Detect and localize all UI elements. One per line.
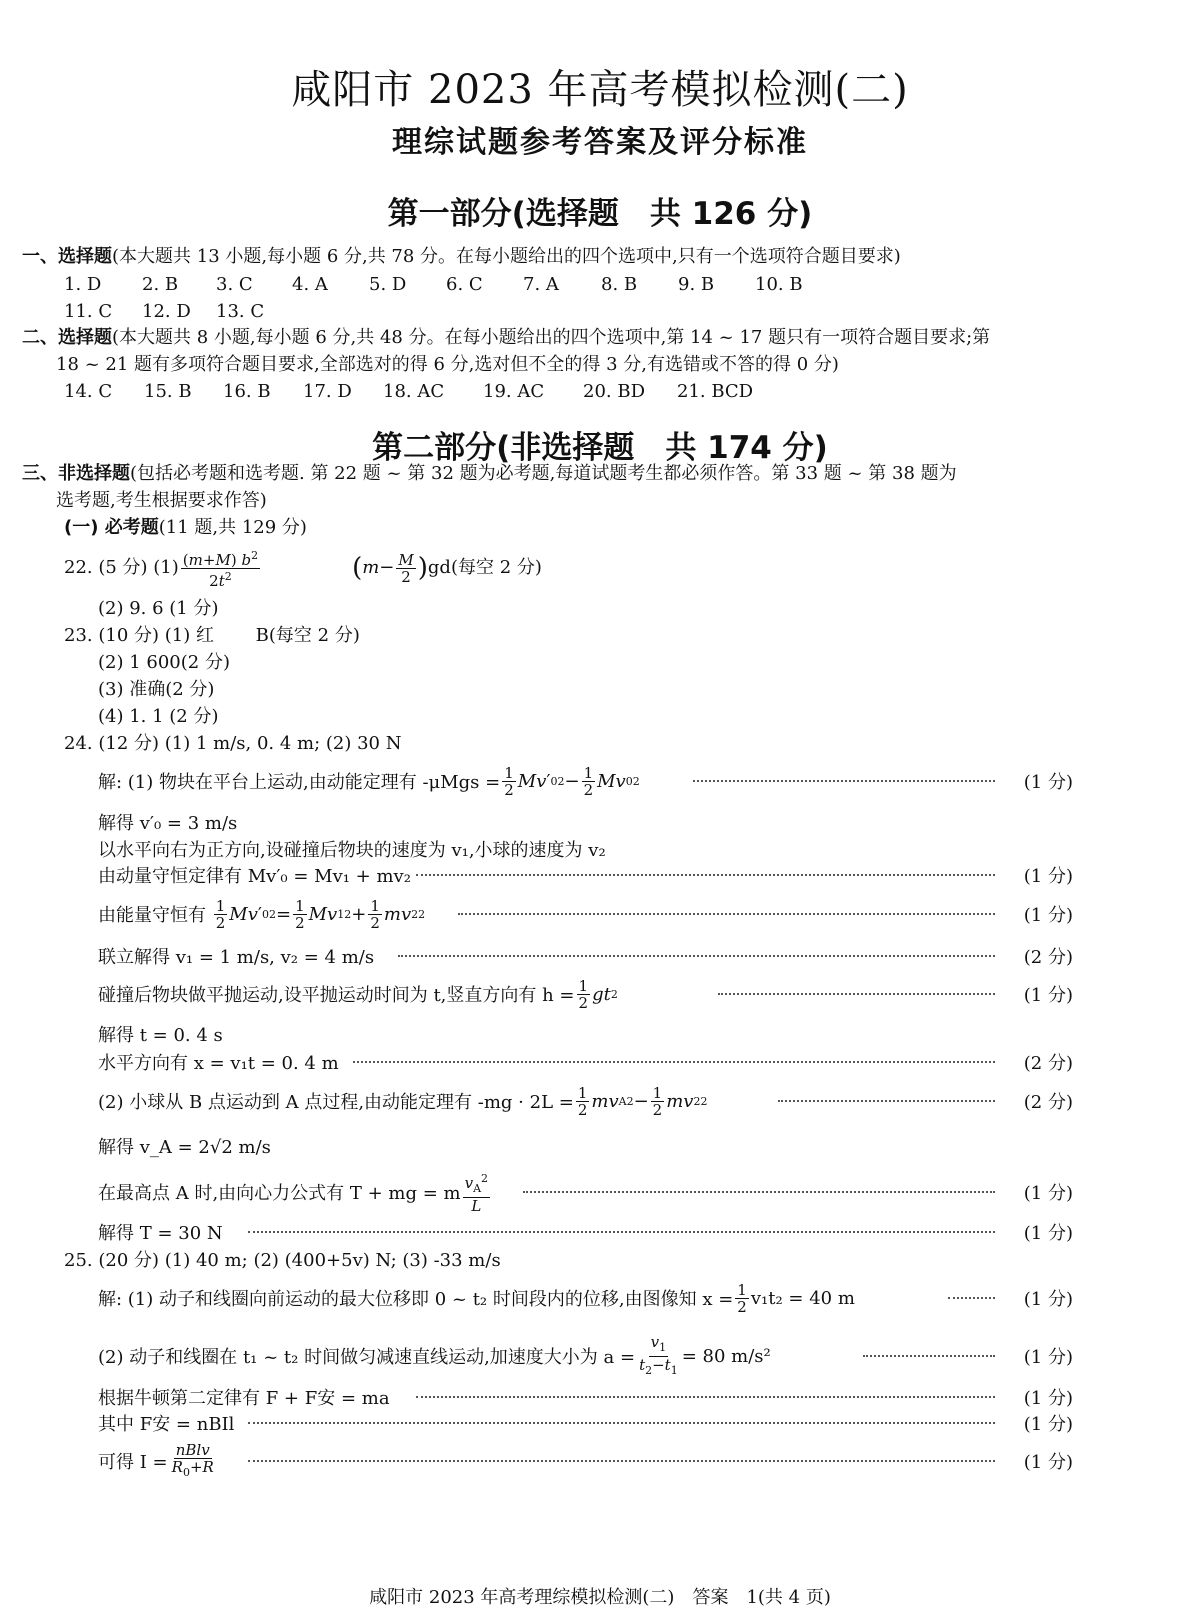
q22-fraction: $\frac{(m+M) b^2}{2t^2}$ bbox=[182, 548, 259, 590]
points-label: (1 分) bbox=[1023, 905, 1073, 926]
q24-heading: 24. (12 分) (1) 1 m/s, 0. 4 m; (2) 30 N bbox=[64, 733, 402, 754]
points-label: (1 分) bbox=[1023, 1452, 1073, 1473]
answers1-row2 bbox=[64, 301, 264, 323]
leader-dots bbox=[693, 772, 995, 782]
q22-line: 22. (5 分) (1) $\frac{(m+M) b^2}{2t^2}$ ( m − $\frac{M}{2}$ ) gd(每空 2 分) bbox=[64, 548, 542, 590]
answer-11: 11. C bbox=[64, 301, 113, 322]
points-label: (1 分) bbox=[1023, 985, 1073, 1006]
q25-ampere-text: 其中 F安 = nBIl bbox=[98, 1414, 235, 1435]
q24-top: 在最高点 A 时,由向心力公式有 T + mg = m $\frac{v_A^2}{L}$ (1 分) bbox=[98, 1171, 1073, 1215]
points-label: (1 分) bbox=[1023, 772, 1073, 793]
answer-6: 6. C bbox=[446, 274, 483, 295]
page-subtitle: 理综试题参考答案及评分标准 bbox=[392, 125, 808, 160]
points-label: (1 分) bbox=[1023, 866, 1073, 887]
points-label: (1 分) bbox=[1023, 1223, 1073, 1244]
required-desc: (11 题,共 129 分) bbox=[158, 517, 307, 538]
points-label: (2 分) bbox=[1023, 1053, 1073, 1074]
answer-17: 17. D bbox=[303, 381, 352, 402]
leader-dots bbox=[416, 1388, 995, 1398]
answer-12: 12. D bbox=[142, 301, 191, 322]
points-label: (1 分) bbox=[1023, 1183, 1073, 1204]
answer-18: 18. AC bbox=[383, 381, 445, 402]
q24-t: 解得 t = 0. 4 s bbox=[98, 1025, 223, 1046]
q25-step2-text: (2) 动子和线圈在 t₁ ~ t₂ 时间做匀减速直线运动,加速度大小为 a = bbox=[98, 1347, 636, 1368]
section2-line1 bbox=[22, 327, 990, 349]
section3-line1 bbox=[22, 463, 957, 485]
q24-projectile-text: 碰撞后物块做平抛运动,设平抛运动时间为 t,竖直方向有 h = bbox=[98, 985, 575, 1006]
section1-line bbox=[22, 246, 901, 268]
points-label: (1 分) bbox=[1023, 1414, 1073, 1435]
section2-lead: 二、选择题 bbox=[22, 327, 112, 348]
q24-energy: 由能量守恒有 $\frac{1}{2}$ Mv ′ 0 2 = $\frac{1}{2}$ Mv 1 2 + $\frac{1}{2}$ mv 2 2 (1 分) bbox=[98, 896, 1073, 932]
answer-15: 15. B bbox=[144, 381, 192, 402]
q24-direction: 以水平向右为正方向,设碰撞后物块的速度为 v₁,小球的速度为 v₂ bbox=[98, 840, 606, 861]
leader-dots bbox=[948, 1289, 995, 1299]
q24-T bbox=[98, 1215, 1073, 1249]
q24-top-text: 在最高点 A 时,由向心力公式有 T + mg = m bbox=[98, 1183, 461, 1204]
q22-prefix: 22. (5 分) (1) bbox=[64, 557, 179, 578]
q24-projectile: 碰撞后物块做平抛运动,设平抛运动时间为 t,竖直方向有 h = $\frac{1}{2}$ gt 2 (1 分) bbox=[98, 976, 1073, 1012]
q24-solve-text: 联立解得 v₁ = 1 m/s, v₂ = 4 m/s bbox=[98, 947, 375, 968]
q25-step1-tail: v₁t₂ = 40 m bbox=[750, 1287, 855, 1309]
answer-10: 10. B bbox=[755, 274, 803, 295]
page-footer: 咸阳市 2023 年高考理综模拟检测(二) 答案 1(共 4 页) bbox=[369, 1587, 831, 1608]
q24-step1: 解: (1) 物块在平台上运动,由动能定理有 -μMgs = $\frac{1}{2}$ Mv ′ 0 2 − $\frac{1}{2}$ Mv 0 2 (1 分) bbox=[98, 763, 1073, 799]
leader-dots bbox=[248, 1223, 995, 1233]
points-label: (1 分) bbox=[1023, 1289, 1073, 1310]
required-label: (一) 必考题 bbox=[64, 517, 159, 538]
q24-step2-text: (2) 小球从 B 点运动到 A 点过程,由动能定理有 -mg · 2L = bbox=[98, 1092, 574, 1113]
answer-13: 13. C bbox=[216, 301, 265, 322]
q24-x-text: 水平方向有 x = v₁t = 0. 4 m bbox=[98, 1053, 339, 1074]
points-label: (1 分) bbox=[1023, 1347, 1073, 1368]
section1-lead: 一、选择题 bbox=[22, 246, 112, 267]
q25-step1: 解: (1) 动子和线圈向前运动的最大位移即 0 ~ t₂ 时间段内的位移,由图像知 x = $\frac{1}{2}$ v₁t₂ = 40 m (1 分) bbox=[98, 1280, 1073, 1316]
answer-4: 4. A bbox=[292, 274, 328, 295]
leader-dots bbox=[416, 866, 995, 876]
answer-3: 3. C bbox=[216, 274, 253, 295]
answers2-row bbox=[64, 381, 753, 403]
section3-desc2: 选考题,考生根据要求作答) bbox=[56, 490, 267, 511]
answer-2: 2. B bbox=[142, 274, 179, 295]
leader-dots bbox=[863, 1347, 995, 1357]
leader-dots bbox=[248, 1452, 995, 1462]
q23-part1: 23. (10 分) (1) 红 B(每空 2 分) bbox=[64, 625, 360, 646]
q22-part2: (2) 9. 6 (1 分) bbox=[98, 598, 219, 619]
answer-14: 14. C bbox=[64, 381, 113, 402]
q25-step2: (2) 动子和线圈在 t₁ ~ t₂ 时间做匀减速直线运动,加速度大小为 a = $\frac{v_1}{t_2-t_1}$ = 80 m/s² (1 分) bbox=[98, 1332, 1073, 1377]
q24-v0: 解得 v′₀ = 3 m/s bbox=[98, 813, 238, 834]
points-label: (2 分) bbox=[1023, 1092, 1073, 1113]
leader-dots bbox=[458, 905, 995, 915]
leader-dots bbox=[523, 1183, 995, 1193]
answer-5: 5. D bbox=[369, 274, 407, 295]
q25-current: 可得 I = $\frac{\text{nBlv}}{R_0+R}$ (1 分) bbox=[98, 1440, 1073, 1479]
answer-19: 19. AC bbox=[483, 381, 545, 402]
answer-16: 16. B bbox=[223, 381, 271, 402]
section2-desc1: (本大题共 8 小题,每小题 6 分,共 48 分。在每小题给出的四个选项中,第 14 ~ 17 题只有一项符合题目要求;第 bbox=[112, 327, 991, 348]
q25-heading: 25. (20 分) (1) 40 m; (2) (400+5v) N; (3) -33 m/s bbox=[64, 1250, 501, 1271]
answer-1: 1. D bbox=[64, 274, 102, 295]
leader-dots bbox=[718, 985, 995, 995]
q24-x bbox=[98, 1045, 1073, 1079]
leader-dots bbox=[353, 1053, 995, 1063]
answer-7: 7. A bbox=[523, 274, 559, 295]
part1-heading: 第一部分(选择题 共 126 分) bbox=[387, 196, 813, 232]
required-line bbox=[64, 517, 307, 539]
q25-step2-tail: = 80 m/s² bbox=[681, 1345, 771, 1367]
leader-dots bbox=[248, 1414, 995, 1424]
answer-9: 9. B bbox=[678, 274, 715, 295]
q22-suffix: gd(每空 2 分) bbox=[427, 557, 542, 578]
q25-newton-text: 根据牛顿第二定律有 F + F安 = ma bbox=[98, 1388, 390, 1409]
points-label: (2 分) bbox=[1023, 947, 1073, 968]
page-title: 咸阳市 2023 年高考模拟检测(二) bbox=[291, 67, 909, 113]
section3-lead: 三、非选择题 bbox=[22, 463, 130, 484]
part2-heading: 第二部分(非选择题 共 174 分) bbox=[372, 430, 828, 466]
points-label: (1 分) bbox=[1023, 1388, 1073, 1409]
section3-desc1: (包括必考题和选考题. 第 22 题 ~ 第 32 题为必考题,每道试题考生都必须作答。第 33 题 ~ 第 38 题为 bbox=[130, 463, 957, 484]
leader-dots bbox=[398, 947, 995, 957]
q23-part2: (2) 1 600(2 分) bbox=[98, 652, 230, 673]
q24-solve bbox=[98, 939, 1073, 973]
answers1-row1 bbox=[64, 274, 803, 296]
q23-part3: (3) 准确(2 分) bbox=[98, 679, 215, 700]
section2-desc2: 18 ~ 21 题有多项符合题目要求,全部选对的得 6 分,选对但不全的得 3 分,有选错或不答的得 0 分) bbox=[56, 354, 839, 375]
section1-desc: (本大题共 13 小题,每小题 6 分,共 78 分。在每小题给出的四个选项中,只有一个选项符合题目要求) bbox=[112, 246, 901, 267]
q24-va: 解得 v_A = 2√2 m/s bbox=[98, 1137, 271, 1158]
answer-21: 21. BCD bbox=[677, 381, 754, 402]
answer-8: 8. B bbox=[601, 274, 638, 295]
q25-current-text: 可得 I = bbox=[98, 1452, 168, 1473]
q24-step1-text: 解: (1) 物块在平台上运动,由动能定理有 -μMgs = bbox=[98, 772, 501, 793]
q23-part4: (4) 1. 1 (2 分) bbox=[98, 706, 219, 727]
q24-energy-text: 由能量守恒有 bbox=[98, 905, 206, 926]
q24-momentum-text: 由动量守恒定律有 Mv′₀ = Mv₁ + mv₂ bbox=[98, 866, 411, 887]
leader-dots bbox=[778, 1092, 995, 1102]
q25-step1-text: 解: (1) 动子和线圈向前运动的最大位移即 0 ~ t₂ 时间段内的位移,由图像知 x = bbox=[98, 1289, 734, 1310]
q24-T-text: 解得 T = 30 N bbox=[98, 1223, 223, 1244]
q24-momentum bbox=[98, 858, 1073, 892]
answer-20: 20. BD bbox=[583, 381, 646, 402]
q25-ampere bbox=[98, 1406, 1073, 1440]
q24-step2: (2) 小球从 B 点运动到 A 点过程,由动能定理有 -mg · 2L = $\frac{1}{2}$ mv A 2 − $\frac{1}{2}$ mv 2 2 (2 分) bbox=[98, 1083, 1073, 1119]
